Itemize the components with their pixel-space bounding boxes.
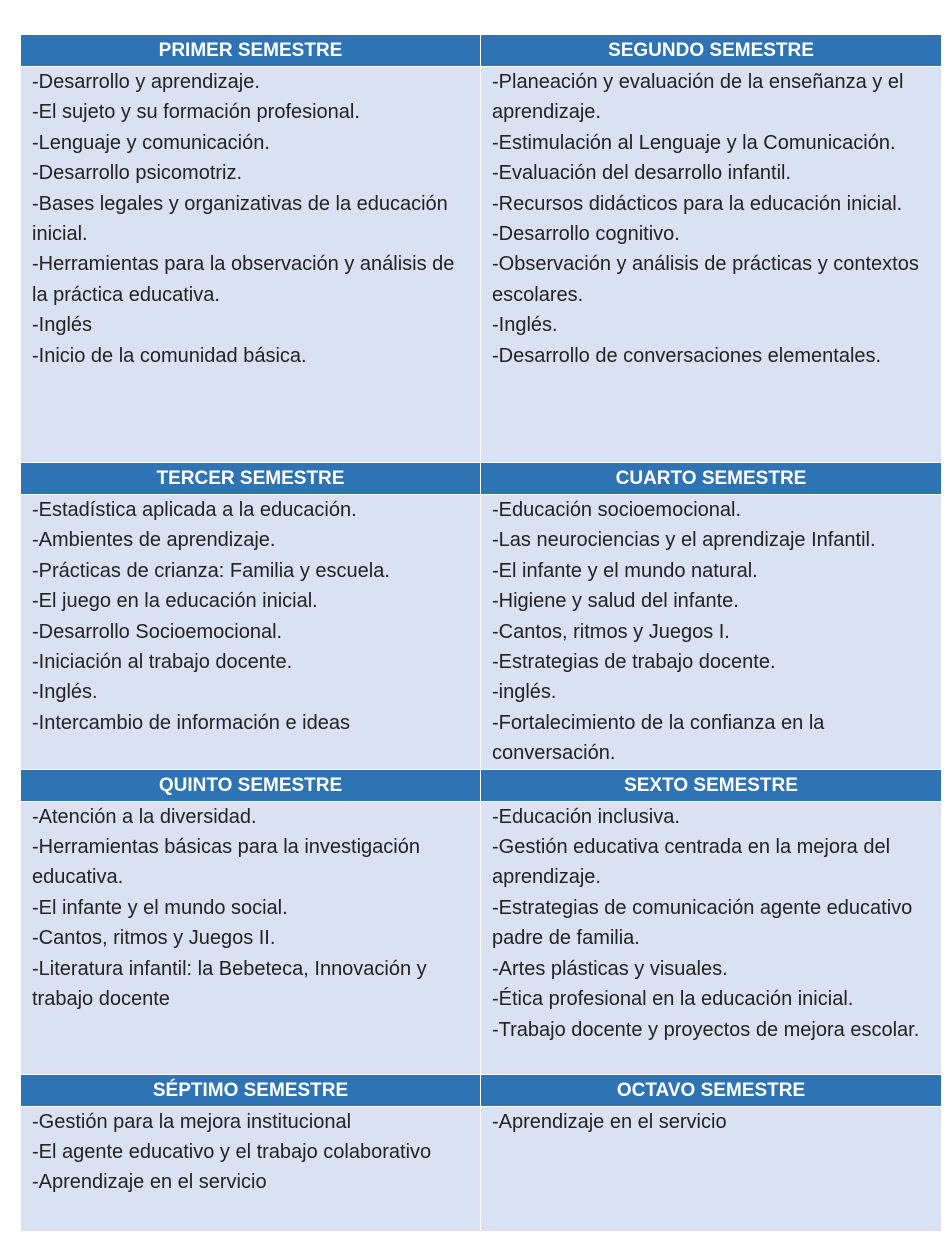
semester-title: SEXTO SEMESTRE [481,769,942,801]
semester-cell [481,495,942,770]
course-item: -El sujeto y su formación profesional. [32,101,360,124]
course-list [481,67,941,371]
course-item: -Ambientes de aprendizaje. [32,529,276,552]
semester-cell [21,495,481,770]
header-row [21,35,942,67]
course-item: -Fortalecimiento de la confianza en la conversación. [492,711,825,765]
course-item: -Herramientas básicas para la investigación educativa. [32,836,420,889]
course-item: -Ética profesional en la educación inicial. [492,988,854,1011]
course-item: -Desarrollo Socioemocional. [32,620,283,643]
course-item: -Cantos, ritmos y Juegos I. [492,620,730,643]
course-item: -Estimulación al Lenguaje y la Comunicación. [492,131,896,154]
course-row [21,495,942,770]
course-item: -Higiene y salud del infante. [492,590,739,613]
course-list [21,802,480,1015]
course-item: -Las neurociencias y el aprendizaje Infantil. [492,529,876,552]
semester-title: CUARTO SEMESTRE [481,463,942,495]
course-item: -Inicio de la comunidad básica. [32,344,307,367]
course-list [21,1107,480,1198]
semester-title: PRIMER SEMESTRE [21,35,481,67]
course-item: -El agente educativo y el trabajo colaborativo [32,1141,432,1164]
curriculum-table [20,34,942,1232]
course-item: -inglés. [492,681,557,704]
course-item: -Desarrollo cognitivo. [492,223,680,246]
header-row [21,1074,942,1106]
course-item: -Inglés. [492,314,558,337]
semester-title: SÉPTIMO SEMESTRE [21,1074,481,1106]
course-item: -Evaluación del desarrollo infantil. [492,162,792,185]
course-row [21,801,942,1074]
semester-cell [481,1106,942,1231]
course-item: -Recursos didácticos para la educación inicial. [492,192,903,215]
header-row [21,769,942,801]
course-item: -Lenguaje y comunicación. [32,131,270,154]
semester-cell [21,1106,481,1231]
course-item: -Inglés [32,314,93,337]
semester-cell [481,801,942,1074]
course-item: -Aprendizaje en el servicio [492,1110,727,1133]
course-row [21,67,942,463]
course-item: -Prácticas de crianza: Familia y escuela. [32,559,390,582]
course-item: -El infante y el mundo social. [32,896,288,919]
course-item: -Intercambio de información e ideas [32,711,350,734]
course-item: -Planeación y evaluación de la enseñanza y el aprendizaje. [492,71,904,124]
course-item: -El infante y el mundo natural. [492,559,758,582]
course-item: -Desarrollo y aprendizaje. [32,71,260,93]
course-item: -Herramientas para la observación y análisis de la práctica educativa. [32,253,455,306]
course-list [21,67,480,371]
semester-title: SEGUNDO SEMESTRE [481,35,942,67]
course-item: -Educación inclusiva. [492,805,680,828]
course-list [21,495,480,738]
course-item: -Desarrollo de conversaciones elementales. [492,344,882,367]
course-list [481,1107,941,1137]
semester-cell [21,801,481,1074]
course-item: -Aprendizaje en el servicio [32,1171,267,1194]
course-item: -Educación socioemocional. [492,499,742,521]
course-item: -El juego en la educación inicial. [32,590,318,613]
course-item: -Estadística aplicada a la educación. [32,499,357,521]
semester-cell [481,67,942,463]
course-item: -Gestión para la mejora institucional [32,1110,352,1133]
semester-title: TERCER SEMESTRE [21,463,481,495]
course-item: -Observación y análisis de prácticas y contextos escolares. [492,253,919,306]
course-item: -Artes plásticas y visuales. [492,957,728,980]
course-item: -Atención a la diversidad. [32,805,257,828]
course-list [481,802,941,1045]
course-item: -Trabajo docente y proyectos de mejora escolar. [492,1018,920,1041]
semester-title: QUINTO SEMESTRE [21,769,481,801]
course-item: -Bases legales y organizativas de la educación inicial. [32,192,448,246]
course-item: -Desarrollo psicomotriz. [32,162,243,185]
course-item: -Gestión educativa centrada en la mejora del aprendizaje. [492,836,891,889]
course-item: -Cantos, ritmos y Juegos II. [32,927,276,950]
course-row [21,1106,942,1231]
course-list [481,495,941,769]
header-row [21,463,942,495]
semester-cell [21,67,481,463]
course-item: -Literatura infantil: la Bebeteca, Innovación y trabajo docente [32,957,427,1011]
course-item: -Estrategias de comunicación agente educativo padre de familia. [492,896,913,950]
course-item: -Inglés. [32,681,98,704]
semester-title: OCTAVO SEMESTRE [481,1074,942,1106]
course-item: -Iniciación al trabajo docente. [32,651,293,674]
course-item: -Estrategias de trabajo docente. [492,651,776,674]
